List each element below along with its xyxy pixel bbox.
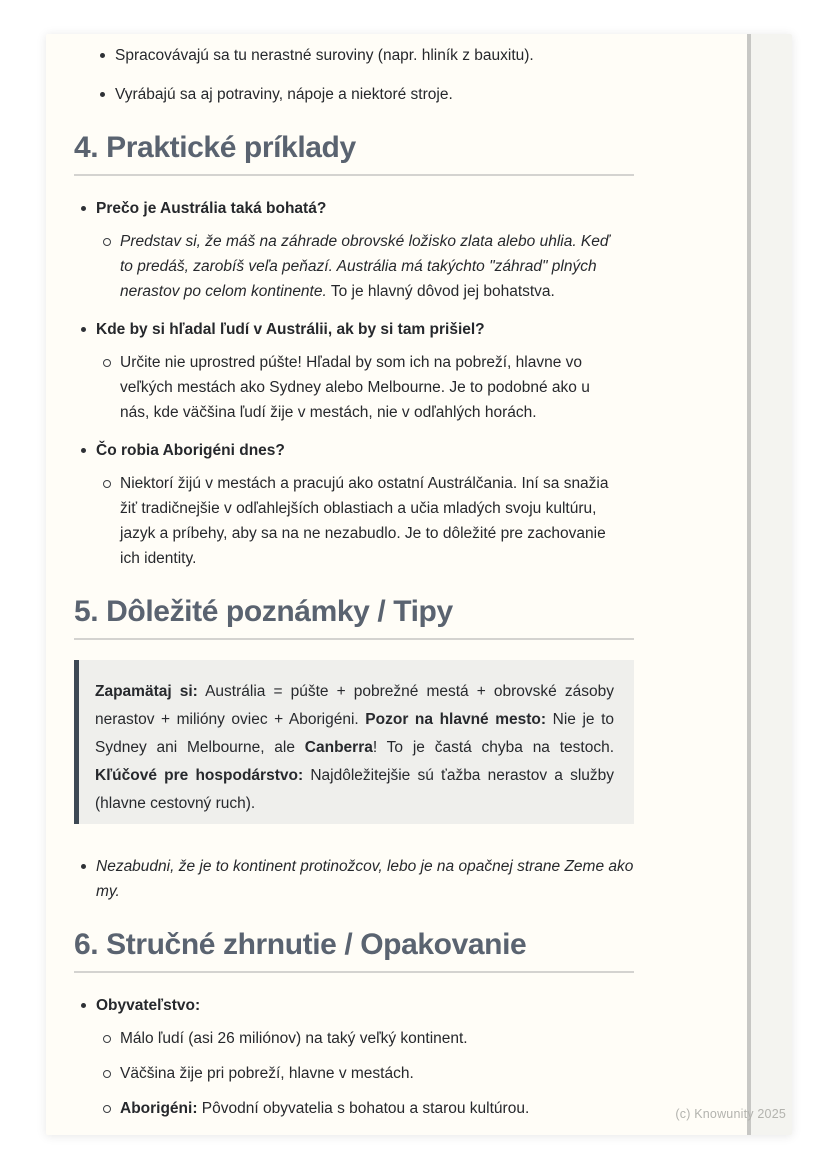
section-6-title: 6. Stručné zhrnutie / Opakovanie [74,928,527,961]
intro-list [93,43,634,107]
bullet-circle-icon [103,1035,111,1043]
bullet-circle-icon [103,1105,111,1113]
list-item [93,82,634,107]
summary-heading-text: Obyvateľstvo: [96,997,201,1014]
section-5-title: 5. Dôležité poznámky / Tipy [74,595,453,628]
answer [98,229,634,304]
section-divider [74,638,634,640]
bullet-circle-icon [103,1070,111,1078]
section-divider [74,971,634,973]
summary-heading [74,993,634,1019]
bullet-dot-icon [81,206,86,211]
document-content [74,34,634,1122]
question [74,196,634,222]
question-text: Čo robia Aborigéni dnes? [96,442,285,459]
summary-item [98,1026,634,1052]
qa-block [74,438,634,571]
summary-item [98,1061,634,1087]
summary-list [74,993,634,1122]
qa-block [74,317,634,425]
answer [98,350,634,425]
tip-callout [74,660,634,824]
list-item-text: Spracovávajú sa tu nerastné suroviny (napr. hliník z bauxitu). [115,47,534,64]
page-edge-strip [751,34,792,1135]
bullet-circle-icon [103,238,111,246]
note-item [74,854,634,904]
list-item [93,43,634,68]
answer-text: Určite nie uprostred púšte! Hľadal by som ich na pobreží, hlavne vo veľkých mestách ako Sydney alebo Melbourne. Je to podobné ako u nás, kde väčšina ľudí žije v mestách, nie v odľahlých horách. [120,354,590,421]
answer [98,471,634,571]
bullet-dot-icon [81,448,86,453]
tip-callout-text: Zapamätaj si: Austrália = púšte + pobrežné mestá + obrovské zásoby nerastov + milióny oviec + Aborigéni. Pozor na hlavné mesto: Nie je to Sydney ani Melbourne, ale Canberra! To je častá chyba na testoch. Kľúčové pre hospodárstvo: Najdôležitejšie sú ťažba nerastov a služby (hlavne cestovný ruch). [95,683,615,812]
list-item-text: Vyrábajú sa aj potraviny, nápoje a niektoré stroje. [115,86,453,103]
bullet-circle-icon [103,359,111,367]
bullet-dot-icon [81,327,86,332]
bullet-dot-icon [81,1003,86,1008]
answer-text: Predstav si, že máš na záhrade obrovské ložisko zlata alebo uhlia. Keď to predáš, zarobíš veľa peňazí. Austrália má takýchto "záhrad" plných nerastov po celom kontinente. To je hlavný dôvod jej bohatstva. [120,233,610,300]
watermark: (c) Knowunity 2025 [675,1107,786,1121]
bullet-circle-icon [103,480,111,488]
section-4-title: 4. Praktické príklady [74,131,356,164]
section-divider [74,174,634,176]
question [74,438,634,464]
summary-item [98,1096,634,1122]
bullet-dot-icon [81,864,86,869]
qa-block [74,196,634,304]
question [74,317,634,343]
question-text: Kde by si hľadal ľudí v Austrálii, ak by si tam prišiel? [96,321,485,338]
scrollbar[interactable] [747,34,751,1135]
bullet-dot-icon [100,53,105,58]
bullet-dot-icon [100,92,105,97]
question-text: Prečo je Austrália taká bohatá? [96,200,327,217]
note-text: Nezabudni, že je to kontinent protinožcov, lebo je na opačnej strane Zeme ako my. [96,858,634,900]
summary-item-text: Väčšina žije pri pobreží, hlavne v mestách. [120,1065,414,1082]
summary-item-text: Málo ľudí (asi 26 miliónov) na taký veľký kontinent. [120,1030,468,1047]
summary-item-text: Aborigéni: Pôvodní obyvatelia s bohatou a starou kultúrou. [120,1100,530,1117]
document-page [46,34,792,1135]
answer-text: Niektorí žijú v mestách a pracujú ako ostatní Austrálčania. Iní sa snažia žiť tradičnejšie v odľahlejších oblastiach a učia mladých svoju kultúru, jazyk a príbehy, aby sa na ne nezabudlo. Je to dôležité pre zachovanie ich identity. [120,475,609,567]
